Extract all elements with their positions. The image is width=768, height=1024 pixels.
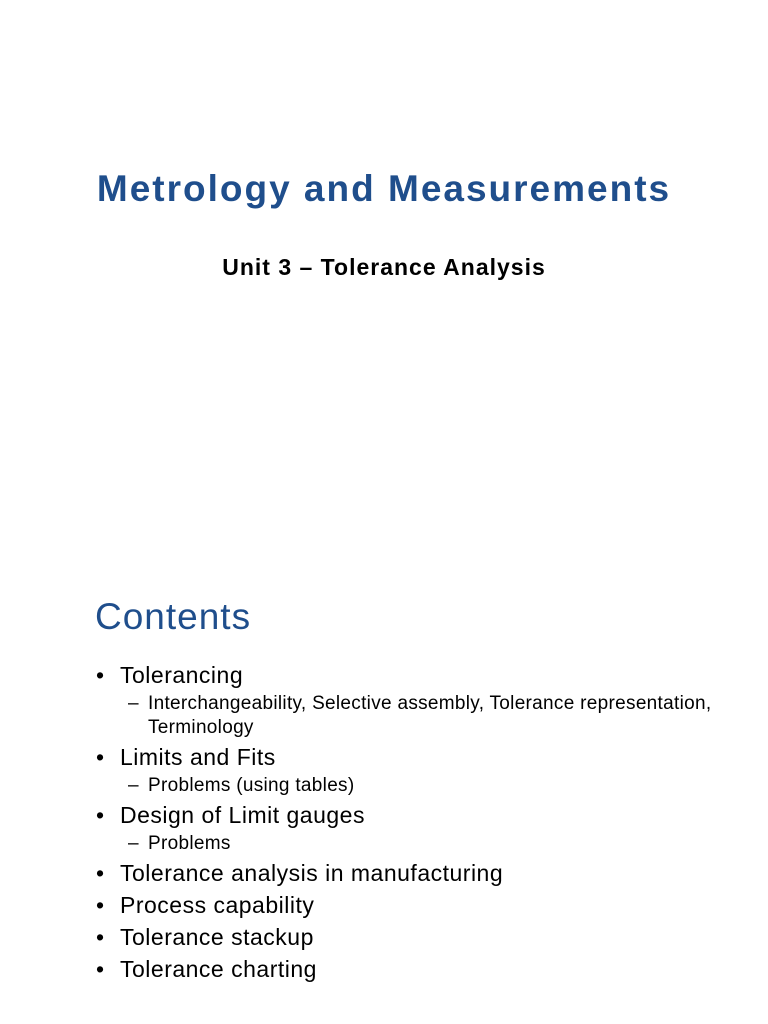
list-item-label: Limits and Fits (120, 744, 276, 770)
bullet-glyph: • (96, 924, 105, 950)
sub-list-item-label: Problems (148, 833, 231, 854)
contents-slide (0, 512, 768, 1024)
list-item (96, 660, 736, 740)
sub-list-item (128, 774, 736, 798)
sub-list-item-label: Problems (using tables) (148, 775, 355, 796)
list-item (96, 954, 736, 984)
dash-glyph: – (128, 833, 139, 854)
bullet-glyph: • (96, 860, 105, 886)
sub-list (128, 832, 736, 856)
list-item-label: Tolerance analysis in manufacturing (120, 860, 504, 886)
bullet-glyph: • (96, 956, 105, 982)
list-item-label: Tolerance stackup (120, 924, 314, 950)
list-item-label: Design of Limit gauges (120, 802, 365, 828)
sub-list-item (128, 692, 736, 740)
contents-list (96, 658, 736, 984)
sub-list-item (128, 832, 736, 856)
list-item-label: Tolerance charting (120, 956, 317, 982)
bullet-glyph: • (96, 802, 105, 828)
unit-subtitle: Unit 3 – Tolerance Analysis (222, 254, 546, 280)
sub-list (128, 692, 736, 740)
dash-glyph: – (128, 775, 139, 796)
list-item (96, 890, 736, 920)
list-item (96, 922, 736, 952)
list-item-label: Process capability (120, 892, 315, 918)
list-item (96, 858, 736, 888)
main-title: Metrology and Measurements (96, 168, 672, 209)
bullet-glyph: • (96, 662, 105, 688)
sub-list (128, 774, 736, 798)
list-item-label: Tolerancing (120, 662, 244, 688)
list-item (96, 800, 736, 856)
list-item (96, 742, 736, 798)
sub-list-item-label: Interchangeability, Selective assembly, Tolerance representation, Terminology (148, 693, 712, 738)
dash-glyph: – (128, 693, 139, 714)
bullet-glyph: • (96, 744, 105, 770)
bullet-glyph: • (96, 892, 105, 918)
contents-heading: Contents (95, 596, 252, 637)
